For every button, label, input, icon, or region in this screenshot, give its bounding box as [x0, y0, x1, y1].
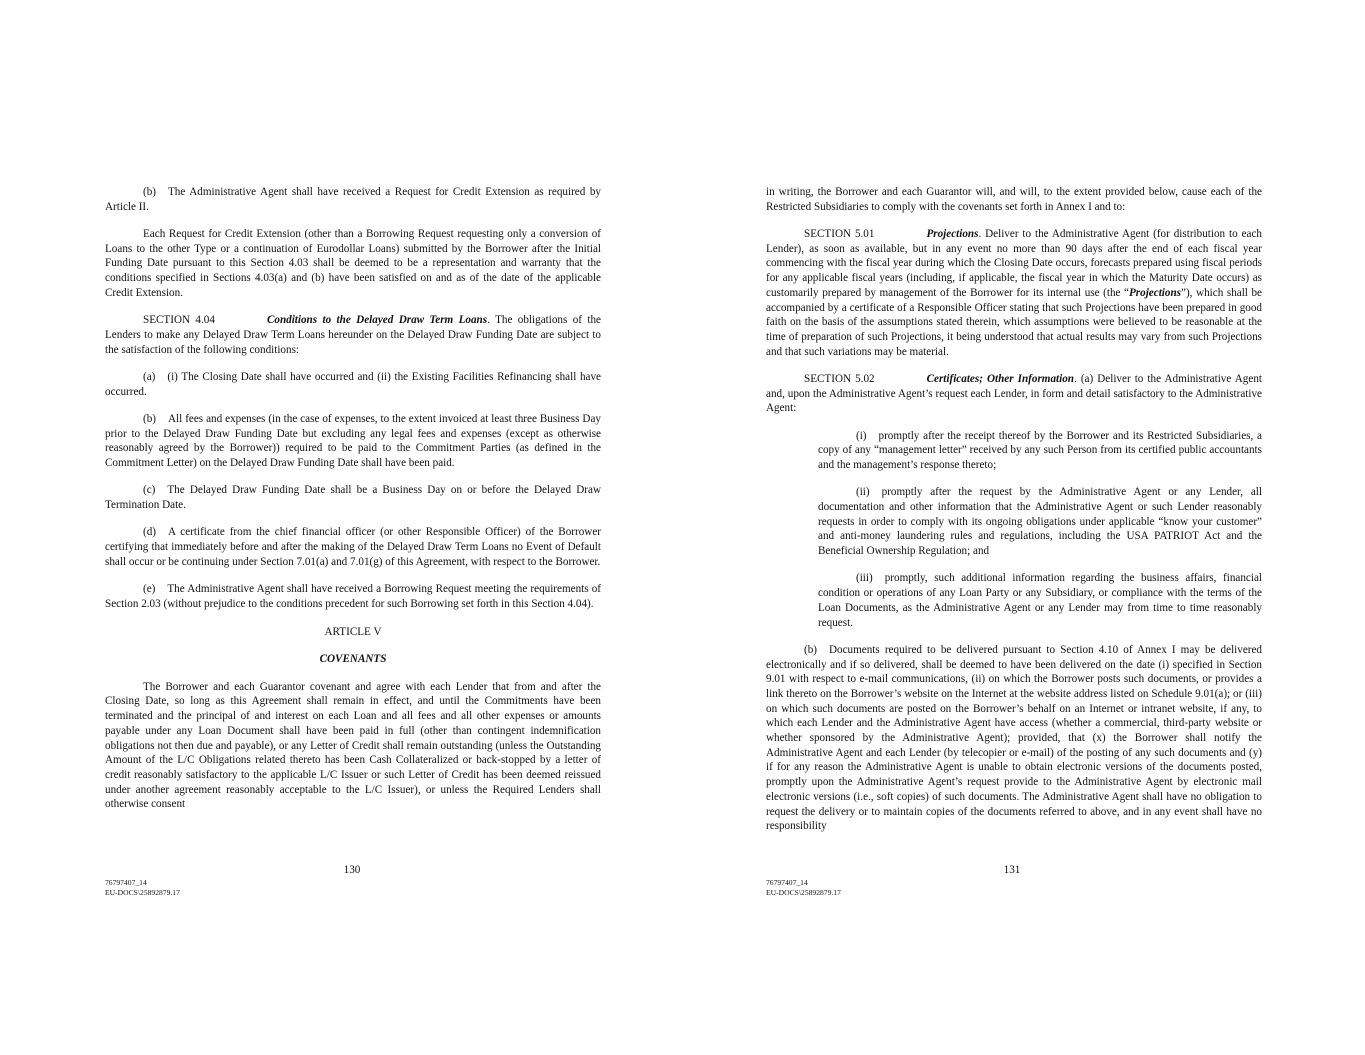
item-label: (i) — [856, 429, 867, 442]
left-page — [0, 0, 682, 1055]
condition-a — [105, 370, 601, 399]
condition-c — [105, 483, 601, 512]
right-page — [682, 0, 1365, 1055]
section-number: SECTION 4.04 — [143, 314, 215, 327]
para-text: Each Request for Credit Extension (other than a Borrowing Request requesting only a conversion of Loans to the other Type or a continuation of Eurodollar Loans) submitted by the Borrower after the Initial Funding Date pursuant to this Section 4.03 shall be deemed to be a representation and warranty that the conditions specified in Sections 4.03(a) and (b) have been satisfied on and as of the date of the applicable Credit Extension. — [105, 228, 601, 299]
paragraph-b-documents — [766, 643, 1262, 834]
para-label: (b) — [804, 643, 817, 656]
item-label: (iii) — [856, 572, 873, 585]
condition-e — [105, 582, 601, 611]
item-text: promptly, such additional information regarding the business affairs, financial condition or operations of any Loan Party or any Subsidiary, or compliance with the terms of the Loan Documents, as the Administrative Agent or any Lender may from time to time reasonably request. — [818, 572, 1262, 629]
section-title: Projections — [926, 228, 979, 240]
section-number: SECTION 5.01 — [804, 228, 875, 240]
page-number: 131 — [1003, 864, 1021, 876]
para-text: The Administrative Agent shall have received a Borrowing Request meeting the requirements of Section 2.03 (without prejudice to the conditions precedent for such Borrowing set forth in this Section 4.04). — [105, 582, 601, 610]
para-text: The Administrative Agent shall have received a Request for Credit Extension as required by Article II. — [105, 186, 601, 213]
item-ii — [818, 485, 1262, 559]
section-text: . The obligations of the Lenders to make any Delayed Draw Term Loans hereunder on the Delayed Draw Funding Date are subject to the satisfaction of the following conditions: — [105, 314, 601, 356]
section-text: . (a) Deliver to the Administrative Agent and, upon the Administrative Agent’s request each Lender, in form and detail satisfactory to the Administrative Agent: — [766, 372, 1262, 415]
para-text: A certificate from the chief financial officer (or other Responsible Officer) of the Borrower certifying that immediately before and after the making of the Delayed Draw Term Loans no Event of Default shall occur or be continuing under Section 7.01(a) and 7.01(g) of this Agreement, with respect to the Borrower. — [105, 526, 601, 568]
defined-term: Projections — [1129, 286, 1181, 299]
section-number: SECTION 5.02 — [804, 372, 875, 385]
item-text: promptly after the receipt thereof by the Borrower and its Restricted Subsidiaries, a copy of any “management letter” received by any such Person from its certified public accountants and the management’s response thereto; — [818, 429, 1262, 472]
item-label: (ii) — [856, 486, 870, 499]
section-title: Conditions to the Delayed Draw Term Loans — [266, 314, 488, 327]
left-page-body — [105, 185, 601, 812]
footer-doc-ref: EU-DOCS\25892879.17 — [766, 887, 841, 897]
section-4-04 — [105, 313, 601, 357]
item-iii — [818, 571, 1262, 630]
section-text-continued: ”), which shall be accompanied by a certificate of a Responsible Officer stating that such Projections have been prepared in good faith on the basis of the assumptions stated therein, which assumptions were believed to be reasonable at the time of preparation of such Projections, it being understood that actual results may vary from such Projections and that such variations may be material. — [766, 286, 1263, 358]
para-label: (b) — [143, 412, 156, 425]
para-label: (b) — [143, 186, 156, 198]
para-text: The Delayed Draw Funding Date shall be a Business Day on or before the Delayed Draw Termination Date. — [105, 484, 601, 511]
section-5-01 — [766, 227, 1262, 359]
condition-d — [105, 525, 601, 569]
item-text: promptly after the request by the Administrative Agent or any Lender, all documentation and other information that the Administrative Agent or such Lender reasonably requests in order to comply with its ongoing obligations under applicable “know your customer” and anti-money laundering rules and regulations, including the USA PATRIOT Act and the Beneficial Ownership Regulation; and — [818, 486, 1262, 558]
footer-doc-ref: EU-DOCS\25892879.17 — [105, 887, 180, 897]
covenants-intro — [105, 680, 601, 812]
document-footer — [766, 878, 841, 897]
article-heading: ARTICLE V — [324, 626, 382, 639]
para-label: (e) — [143, 582, 156, 595]
paragraph-request-credit-extension — [105, 185, 601, 214]
section-text: . Deliver to the Administrative Agent (for distribution to each Lender), as soon as available, but in any event no more than 90 days after the end of each fiscal year commencing with the fiscal year during which the Closing Date occurs, forecasts prepared using fiscal periods for any applicable fiscal years (including, if applicable, the fiscal year in which the Maturity Date occurs) as customarily prepared by management of the Borrower for its internal use (the “ — [766, 228, 1262, 299]
section-5-02 — [766, 372, 1262, 416]
item-i — [818, 429, 1262, 473]
para-text: The Borrower and each Guarantor covenant and agree with each Lender that from and after the Closing Date, so long as this Agreement shall remain in effect, and until the Commitments have been terminated and the principal of and interest on each Loan and all fees and all other expenses or amounts payable under any Loan Document shall have been paid in full (other than contingent indemnification obligations not then due and payable), or any Letter of Credit shall remain outstanding (unless the Outstanding Amount of the L/C Obligations related thereto has been Cash Collateralized or back-stopped by a letter of credit reasonably satisfactory to the applicable L/C Issuer or such Letter of Credit has been deemed reissued under another agreement reasonably acceptable to the L/C Issuer), or unless the Required Lenders shall otherwise consent — [105, 680, 601, 811]
article-title: COVENANTS — [319, 653, 387, 666]
paragraph-each-request — [105, 227, 601, 301]
para-text: All fees and expenses (in the case of expenses, to the extent invoiced at least three Business Day prior to the Delayed Draw Funding Date but excluding any legal fees and expenses (except as otherwise reasonably agreed by the Borrower)) required to be paid to the Commitment Parties (as defined in the Commitment Letter) on the Delayed Draw Funding Date shall have been paid. — [105, 412, 601, 469]
condition-b — [105, 412, 601, 471]
para-text: (i) The Closing Date shall have occurred and (ii) the Existing Facilities Refinancing shall have occurred. — [105, 370, 601, 398]
section-title: Certificates; Other Information — [926, 372, 1074, 385]
footer-doc-id: 76797407_14 — [105, 878, 147, 887]
para-text: Documents required to be delivered pursuant to Section 4.10 of Annex I may be delivered electronically and if so delivered, shall be deemed to have been delivered on the date (i) specified in Section 9.01 with respect to e-mail communications, (ii) on which the Borrower posts such documents, or provides a link thereto on the Borrower’s website on the Internet at the website address listed on Schedule 9.01(a); or (iii) on which such documents are posted on the Borrower’s behalf on an Internet or intranet website, if any, to which each Lender and the Administrative Agent have access (whether a commercial, third-party website or whether sponsored by the Administrative Agent); provided, that (x) the Borrower shall notify the Administrative Agent and each Lender (by telecopier or e-mail) of the posting of any such documents and (y) if for any reason the Administrative Agent is unable to obtain electronic versions of the documents posted, promptly upon the Administrative Agent’s request provide to the Administrative Agent by electronic mail electronic versions (i.e., soft copies) of such documents. The Administrative Agent shall have no obligation to request the delivery or to maintain copies of the documents referred to above, and in any event shall have no responsibility — [766, 643, 1262, 833]
page-number: 130 — [343, 864, 361, 876]
right-page-body — [766, 185, 1262, 834]
footer-doc-id: 76797407_14 — [766, 878, 808, 887]
para-label: (c) — [143, 484, 156, 497]
document-footer — [105, 878, 180, 897]
para-text: in writing, the Borrower and each Guarantor will, and will, to the extent provided below, cause each of the Restricted Subsidiaries to comply with the covenants set forth in Annex I and to: — [766, 186, 1262, 213]
paragraph-continuation — [766, 185, 1262, 214]
para-label: (a) — [143, 370, 156, 383]
para-label: (d) — [143, 526, 156, 539]
